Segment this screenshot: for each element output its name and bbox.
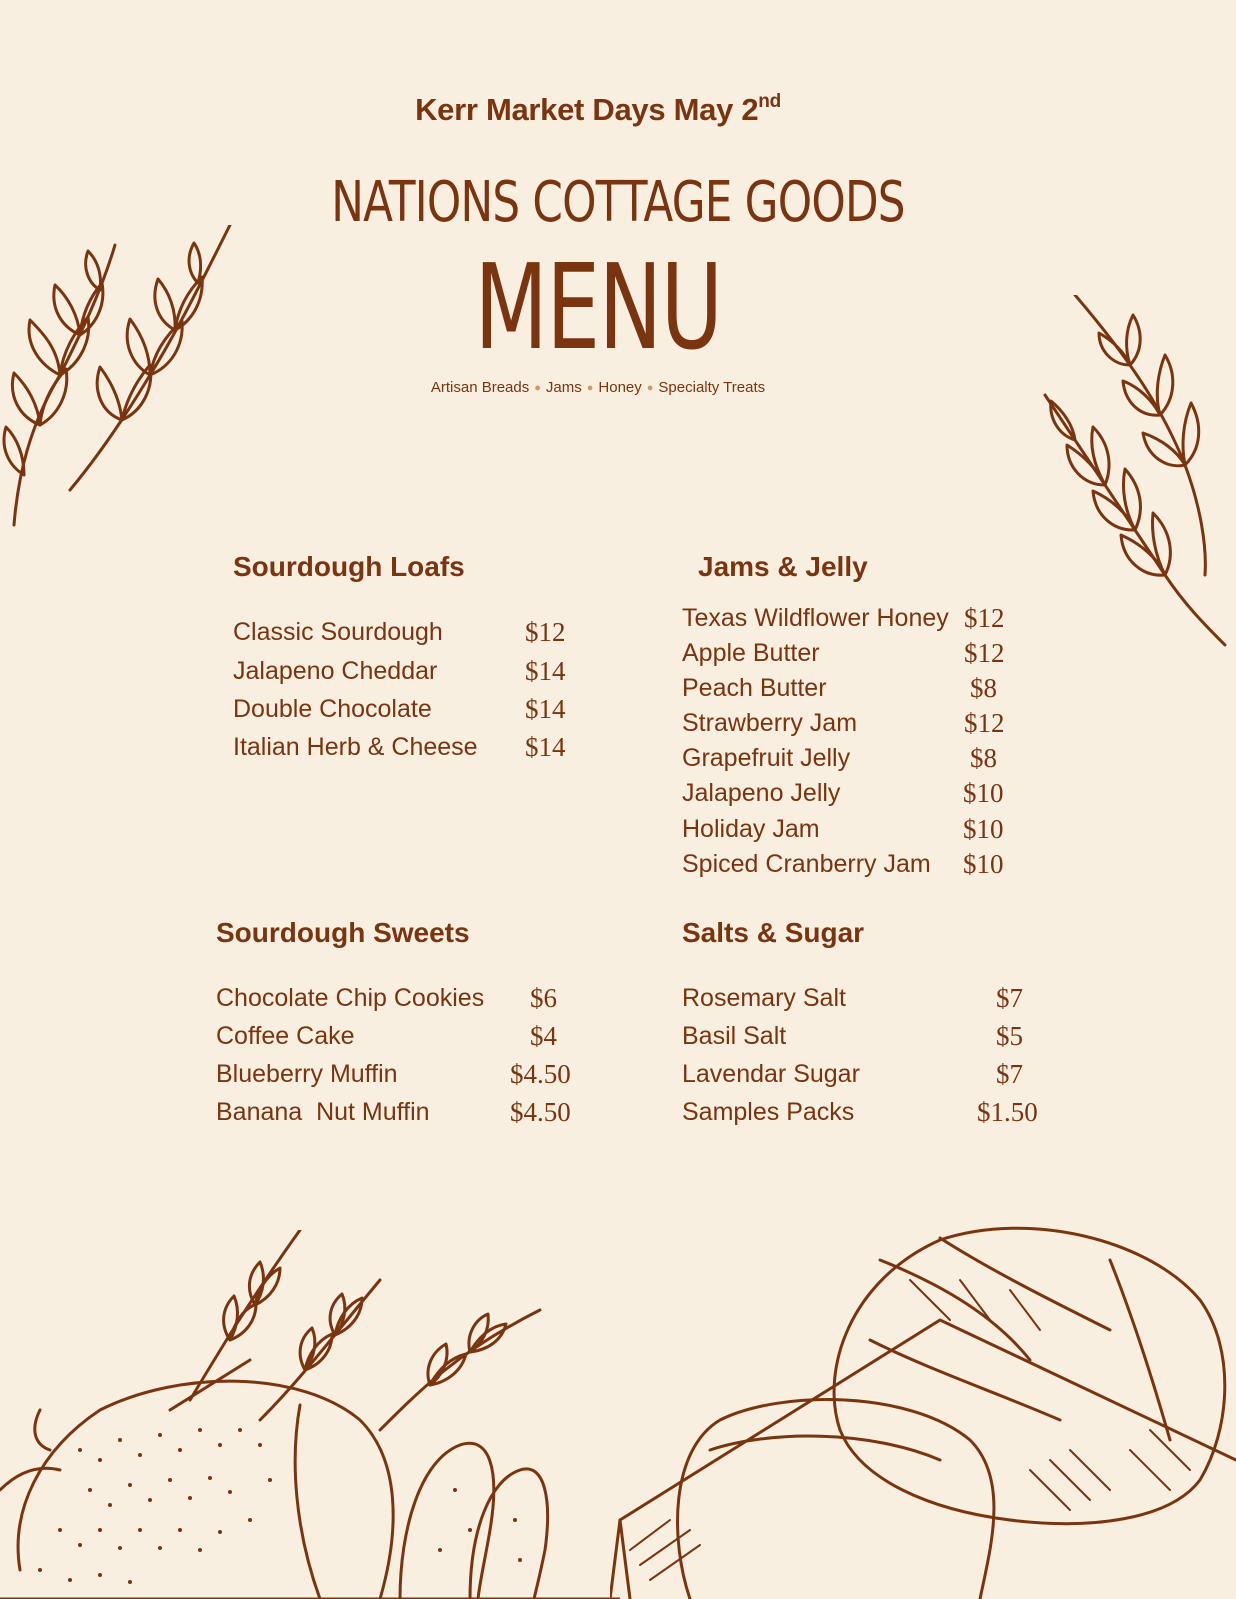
brand-name: NATIONS COTTAGE GOODS xyxy=(331,170,905,235)
item-price: $10 xyxy=(963,814,1004,844)
item-name: Spiced Cranberry Jam xyxy=(682,850,931,878)
item-price: $14 xyxy=(525,656,566,686)
bread-board-illustration-icon xyxy=(610,1220,1236,1599)
tagline-item: Specialty Treats xyxy=(658,379,766,396)
item-name: Texas Wildflower Honey xyxy=(682,604,949,632)
item-name: Lavendar Sugar xyxy=(682,1060,860,1088)
item-name: Peach Butter xyxy=(682,674,827,702)
event-title-text: Kerr Market Days May 2 xyxy=(415,92,759,127)
item-name: Coffee Cake xyxy=(216,1022,355,1050)
item-price: $7 xyxy=(996,983,1023,1013)
item-price: $7 xyxy=(996,1059,1023,1089)
tagline-item: Artisan Breads xyxy=(430,379,530,396)
item-price: $8 xyxy=(970,743,997,773)
item-name: Classic Sourdough xyxy=(233,618,443,646)
item-name: Jalapeno Jelly xyxy=(682,779,841,807)
item-name: Banana Nut Muffin xyxy=(216,1098,430,1126)
item-name: Basil Salt xyxy=(682,1022,787,1050)
item-name: Double Chocolate xyxy=(233,695,432,723)
menu-heading: MENU xyxy=(474,238,722,376)
item-price: $1.50 xyxy=(977,1097,1038,1127)
item-price: $8 xyxy=(970,673,997,703)
item-price: $14 xyxy=(525,694,566,724)
item-price: $5 xyxy=(996,1021,1023,1051)
item-name: Holiday Jam xyxy=(682,815,820,843)
item-name: Jalapeno Cheddar xyxy=(233,657,438,685)
item-name: Samples Packs xyxy=(682,1098,855,1126)
tagline-item: Honey xyxy=(598,379,642,396)
item-price: $10 xyxy=(963,849,1004,879)
item-price: $4 xyxy=(530,1021,557,1051)
wheat-illustration-icon xyxy=(1025,295,1236,660)
item-price: $12 xyxy=(525,617,566,647)
item-price: $4.50 xyxy=(510,1059,571,1089)
bread-and-wheat-illustration-icon xyxy=(0,1230,620,1599)
item-name: Italian Herb & Cheese xyxy=(233,733,478,761)
bullet-dot-icon: ● xyxy=(646,382,654,394)
item-price: $14 xyxy=(525,732,566,762)
event-title-suffix: nd xyxy=(758,90,781,112)
bullet-dot-icon: ● xyxy=(586,382,594,394)
item-name: Apple Butter xyxy=(682,639,820,667)
section-title-sourdough-loafs: Sourdough Loafs xyxy=(233,551,465,582)
item-name: Rosemary Salt xyxy=(682,984,846,1012)
event-title xyxy=(0,92,1196,128)
section-title-jams-jelly: Jams & Jelly xyxy=(698,551,868,582)
item-name: Chocolate Chip Cookies xyxy=(216,984,485,1012)
item-price: $12 xyxy=(964,603,1005,633)
wheat-illustration-icon xyxy=(0,225,250,545)
item-price: $12 xyxy=(964,708,1005,738)
item-price: $10 xyxy=(963,778,1004,808)
item-name: Blueberry Muffin xyxy=(216,1060,398,1088)
section-title-sourdough-sweets: Sourdough Sweets xyxy=(216,917,470,948)
item-price: $12 xyxy=(964,638,1005,668)
bullet-dot-icon: ● xyxy=(534,382,541,394)
item-name: Strawberry Jam xyxy=(682,709,858,737)
tagline-item: Jams xyxy=(545,379,582,396)
item-price: $6 xyxy=(530,983,557,1013)
section-title-salts-sugar: Salts & Sugar xyxy=(682,917,865,948)
item-name: Grapefruit Jelly xyxy=(682,744,851,772)
item-price: $4.50 xyxy=(510,1097,571,1127)
